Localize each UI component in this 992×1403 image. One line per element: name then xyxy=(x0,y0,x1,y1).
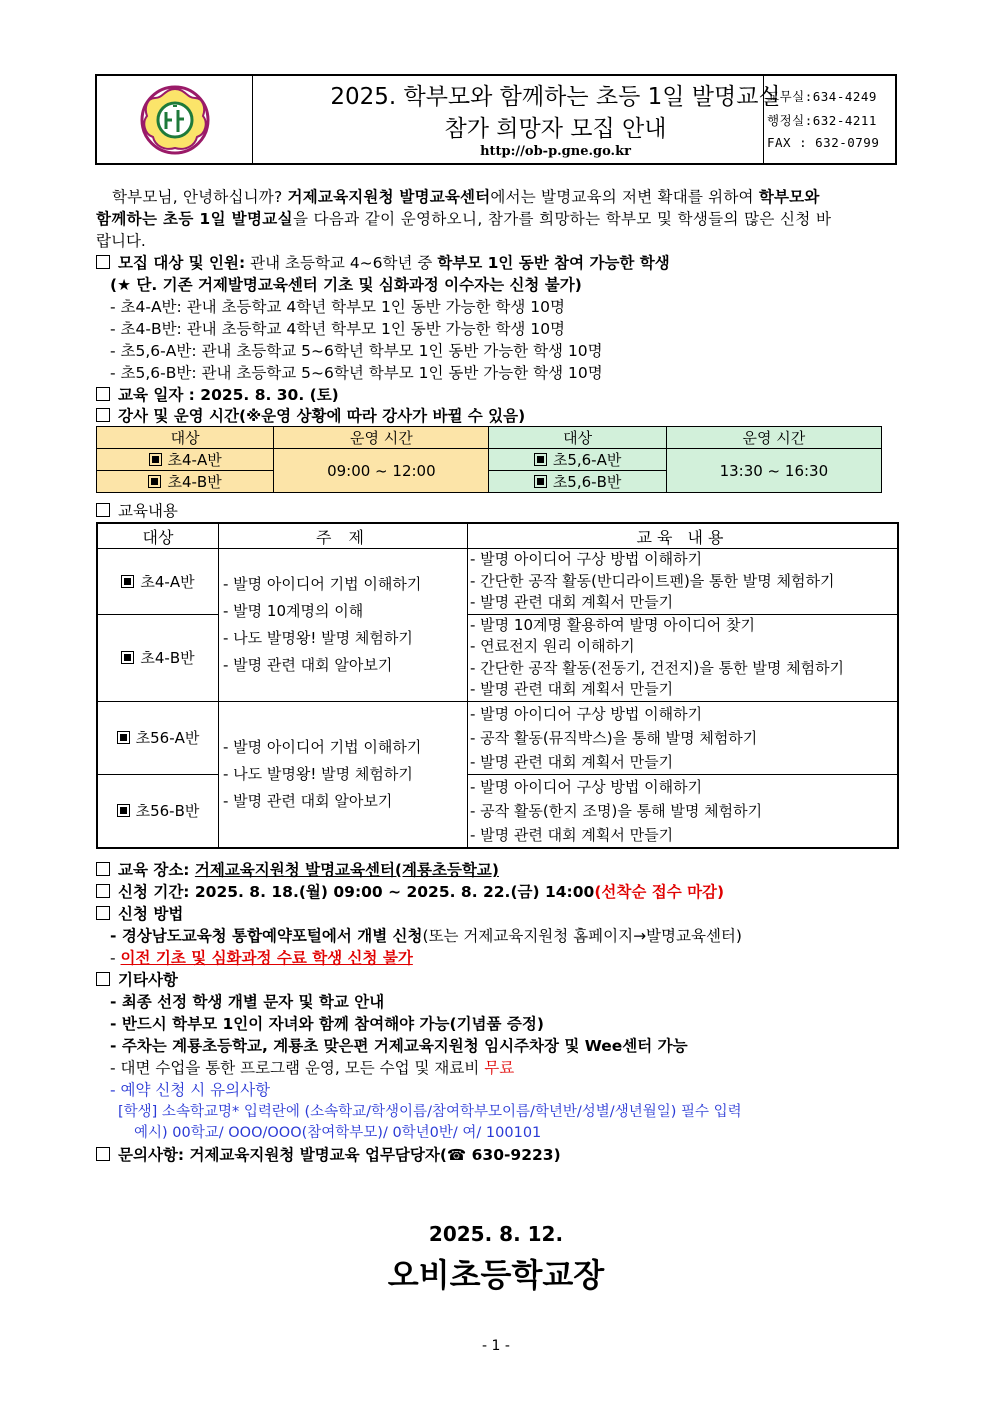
class-label: 초4-A반 xyxy=(167,451,222,469)
sched-header-target: 대상 xyxy=(97,427,274,449)
etc-free: 무료 xyxy=(484,1059,515,1077)
recruit-item: - 초5,6-A반: 관내 초등학교 5~6학년 학부모 1인 동반 가능한 학생 10명 xyxy=(110,342,603,360)
content-item: - 간단한 공작 활동(전동기, 건전지)을 통한 발명 체험하기 xyxy=(470,658,845,677)
method-dash: - xyxy=(110,949,121,967)
class-label: 초4-B반 xyxy=(140,649,195,667)
contact-office: 교무실:634-4249 xyxy=(767,89,877,104)
sched-header-time: 운영 시간 xyxy=(274,427,489,449)
edu-target xyxy=(97,614,219,701)
checkbox-icon xyxy=(121,651,134,664)
sched-class xyxy=(489,471,666,493)
contact-box xyxy=(763,75,896,163)
content-item: - 발명 관련 대회 계획서 만들기 xyxy=(470,593,674,611)
recruit-item: - 초4-A반: 관내 초등학교 4학년 학부모 1인 동반 가능한 학생 10명 xyxy=(110,298,565,316)
inquiry-line xyxy=(96,1143,561,1165)
class-label: 초56-B반 xyxy=(135,802,200,821)
checkbox-icon xyxy=(148,475,161,488)
etc-item: - 예약 신청 시 유의사항 xyxy=(110,1081,271,1099)
edu-header-target: 대상 xyxy=(97,523,219,549)
class-label: 초56-A반 xyxy=(135,729,200,747)
contact-admin: 행정실:632-4211 xyxy=(767,113,877,128)
edu-header-content: 교육 내용 xyxy=(468,523,899,549)
content-item: - 발명 아이디어 구상 방법 이해하기 xyxy=(470,704,703,723)
sched-class xyxy=(97,471,274,493)
content-item: - 발명 아이디어 구상 방법 이해하기 xyxy=(470,550,703,568)
inquiry-text: 문의사항: 거제교육지원청 발명교육 업무담당자(☎ 630-9223) xyxy=(118,1146,561,1164)
checkbox-icon xyxy=(96,255,110,269)
edu-target xyxy=(97,701,219,774)
method-heading xyxy=(96,902,183,924)
period-note: (선착순 접수 마감) xyxy=(594,883,725,901)
intro-line3: 랍니다. xyxy=(96,232,146,250)
checkbox-icon xyxy=(96,906,110,920)
topic-item: - 발명 아이디어 기법 이해하기 xyxy=(223,574,422,593)
checkbox-icon xyxy=(149,453,162,466)
content-item: - 연료전지 원리 이해하기 xyxy=(470,637,635,655)
checkbox-icon xyxy=(117,804,130,817)
content-item: - 공작 활동(뮤직박스)을 통해 발명 체험하기 xyxy=(470,728,758,747)
method-bold: - 경상남도교육청 통합예약포털에서 개별 신청 xyxy=(110,927,423,945)
content-item: - 발명 관련 대회 계획서 만들기 xyxy=(470,825,674,844)
recruit-label: 모집 대상 및 인원: xyxy=(118,254,246,272)
edu-content xyxy=(468,774,899,848)
school-url[interactable]: http://ob-p.gne.go.kr xyxy=(480,144,631,159)
place-label: 교육 장소: xyxy=(118,861,195,879)
period-line xyxy=(96,880,724,902)
sched-time-pm: 13:30 ~ 16:30 xyxy=(666,449,881,493)
checkbox-icon xyxy=(96,503,110,517)
content-item: - 발명 10계명 활용하여 발명 아이디어 찾기 xyxy=(470,615,755,634)
footer-signer: 오비초등학교장 xyxy=(387,1256,605,1294)
intro-line1 xyxy=(96,185,820,207)
checkbox-icon xyxy=(96,884,110,898)
method-warning: 이전 기초 및 심화과정 수료 학생 신청 불가 xyxy=(120,949,413,967)
recruit-heading xyxy=(96,251,670,273)
method-text: (또는 거제교육지원청 홈페이지→발명교육센터) xyxy=(422,927,742,945)
method-label: 신청 방법 xyxy=(118,905,184,923)
class-label: 초5,6-A반 xyxy=(552,451,622,469)
checkbox-icon xyxy=(121,575,134,588)
topic-item: - 발명 관련 대회 알아보기 xyxy=(223,791,393,810)
edu-content xyxy=(468,614,899,701)
content-item: - 발명 아이디어 구상 방법 이해하기 xyxy=(470,777,703,796)
date-text: 교육 일자 : 2025. 8. 30. (토) xyxy=(118,386,339,404)
sched-time-am: 09:00 ~ 12:00 xyxy=(274,449,489,493)
etc-item: - 최종 선정 학생 개별 문자 및 학교 안내 xyxy=(110,993,385,1011)
etc-item xyxy=(110,1056,514,1078)
content-item: - 발명 관련 대회 계획서 만들기 xyxy=(470,680,674,698)
edu-label: 교육내용 xyxy=(118,502,178,520)
topic-item: - 나도 발명왕! 발명 체험하기 xyxy=(223,764,413,783)
sched-class xyxy=(489,449,666,471)
edu-target xyxy=(97,774,219,848)
checkbox-icon xyxy=(96,862,110,876)
recruit-text: 관내 초등학교 4~6학년 중 xyxy=(245,254,438,272)
sched-class xyxy=(97,449,274,471)
period-text: 신청 기간: 2025. 8. 18.(월) 09:00 ~ 2025. 8. 22.(금) 14:00 xyxy=(118,883,595,901)
intro-text: 을 다음과 같이 운영하오니, 참가를 희망하는 학부모 및 학생들의 많은 신청 바 xyxy=(292,210,832,228)
etc-item: - 주차는 계룡초등학교, 계룡초 맞은편 거제교육지원청 임시주차장 및 Wee센터 가능 xyxy=(110,1037,688,1055)
topic-item: - 발명 10계명의 이해 xyxy=(223,601,364,620)
edu-heading xyxy=(96,499,178,521)
class-label: 초5,6-B반 xyxy=(552,473,622,491)
school-logo xyxy=(97,76,253,163)
topic-item: - 나도 발명왕! 발명 체험하기 xyxy=(223,628,413,647)
intro-bold: 거제교육지원청 발명교육센터 xyxy=(287,188,491,206)
content-item: - 발명 관련 대회 계획서 만들기 xyxy=(470,752,674,771)
etc-item: [학생] 소속학교명* 입력란에 (소속학교/학생이름/참여학부모이름/학년반/성별/생년월일) 필수 입력 xyxy=(118,1104,742,1120)
content-item: - 공작 활동(한지 조명)을 통해 발명 체험하기 xyxy=(470,801,763,820)
intro-text: 에서는 발명교육의 저변 확대를 위하여 xyxy=(490,188,759,206)
edu-header-topic: 주 제 xyxy=(219,523,468,549)
checkbox-icon xyxy=(96,387,110,401)
etc-item: - 반드시 학부모 1인이 자녀와 함께 참여해야 가능(기념품 증정) xyxy=(110,1015,544,1033)
class-label: 초4-A반 xyxy=(140,572,195,591)
place-line xyxy=(96,858,499,880)
edu-topic xyxy=(219,701,468,848)
teacher-line xyxy=(96,404,525,426)
edu-topic xyxy=(219,549,468,702)
recruit-bold: 학부모 1인 동반 참여 가능한 학생 xyxy=(437,254,670,272)
intro-bold: 학부모와 xyxy=(758,188,820,206)
sched-header-target: 대상 xyxy=(489,427,666,449)
topic-item: - 발명 아이디어 기법 이해하기 xyxy=(223,737,422,756)
sched-header-time: 운영 시간 xyxy=(666,427,881,449)
schedule-table xyxy=(96,426,882,493)
recruit-note: (★ 단. 기존 거제발명교육센터 기초 및 심화과정 이수자는 신청 불가) xyxy=(110,276,582,294)
edu-table xyxy=(96,522,899,849)
edu-content xyxy=(468,701,899,774)
method-line2 xyxy=(110,946,413,968)
footer-date: 2025. 8. 12. xyxy=(428,1222,564,1246)
contact-fax: FAX : 632-0799 xyxy=(767,135,880,150)
place-value: 거제교육지원청 발명교육센터(계룡초등학교) xyxy=(194,861,499,879)
intro-bold: 함께하는 초등 1일 발명교실 xyxy=(96,210,293,228)
content-item: - 간단한 공작 활동(반디라이트펜)을 통한 발명 체험하기 xyxy=(470,571,835,590)
topic-item: - 발명 관련 대회 알아보기 xyxy=(223,655,393,674)
etc-item: 예시) 00학교/ OOO/OOO(참여학부모)/ 0학년0반/ 여/ 100101 xyxy=(134,1125,542,1141)
intro-text: 학부모님, 안녕하십니까? xyxy=(112,188,288,206)
recruit-item: - 초5,6-B반: 관내 초등학교 5~6학년 학부모 1인 동반 가능한 학생 10명 xyxy=(110,364,603,382)
method-line1 xyxy=(110,924,742,946)
etc-label: 기타사항 xyxy=(118,971,178,989)
date-line xyxy=(96,383,339,405)
etc-text: - 대면 수업을 통한 프로그램 운영, 모든 수업 및 재료비 xyxy=(110,1059,485,1077)
etc-heading xyxy=(96,968,178,990)
teacher-text: 강사 및 운영 시간(※운영 상황에 따라 강사가 바뀔 수 있음) xyxy=(118,407,526,425)
class-label: 초4-B반 xyxy=(167,473,222,491)
recruit-item: - 초4-B반: 관내 초등학교 4학년 학부모 1인 동반 가능한 학생 10명 xyxy=(110,320,566,338)
checkbox-icon xyxy=(534,453,547,466)
page-number: - 1 - xyxy=(482,1338,510,1354)
edu-target xyxy=(97,549,219,615)
checkbox-icon xyxy=(96,1147,110,1161)
checkbox-icon xyxy=(117,731,130,744)
checkbox-icon xyxy=(96,972,110,986)
intro-line2 xyxy=(96,207,831,229)
checkbox-icon xyxy=(96,408,110,422)
doc-title-line1: 2025. 학부모와 함께하는 초등 1일 발명교실 xyxy=(330,84,781,110)
edu-content xyxy=(468,549,899,615)
doc-title-line2: 참가 희망자 모집 안내 xyxy=(444,116,667,142)
checkbox-icon xyxy=(534,475,547,488)
